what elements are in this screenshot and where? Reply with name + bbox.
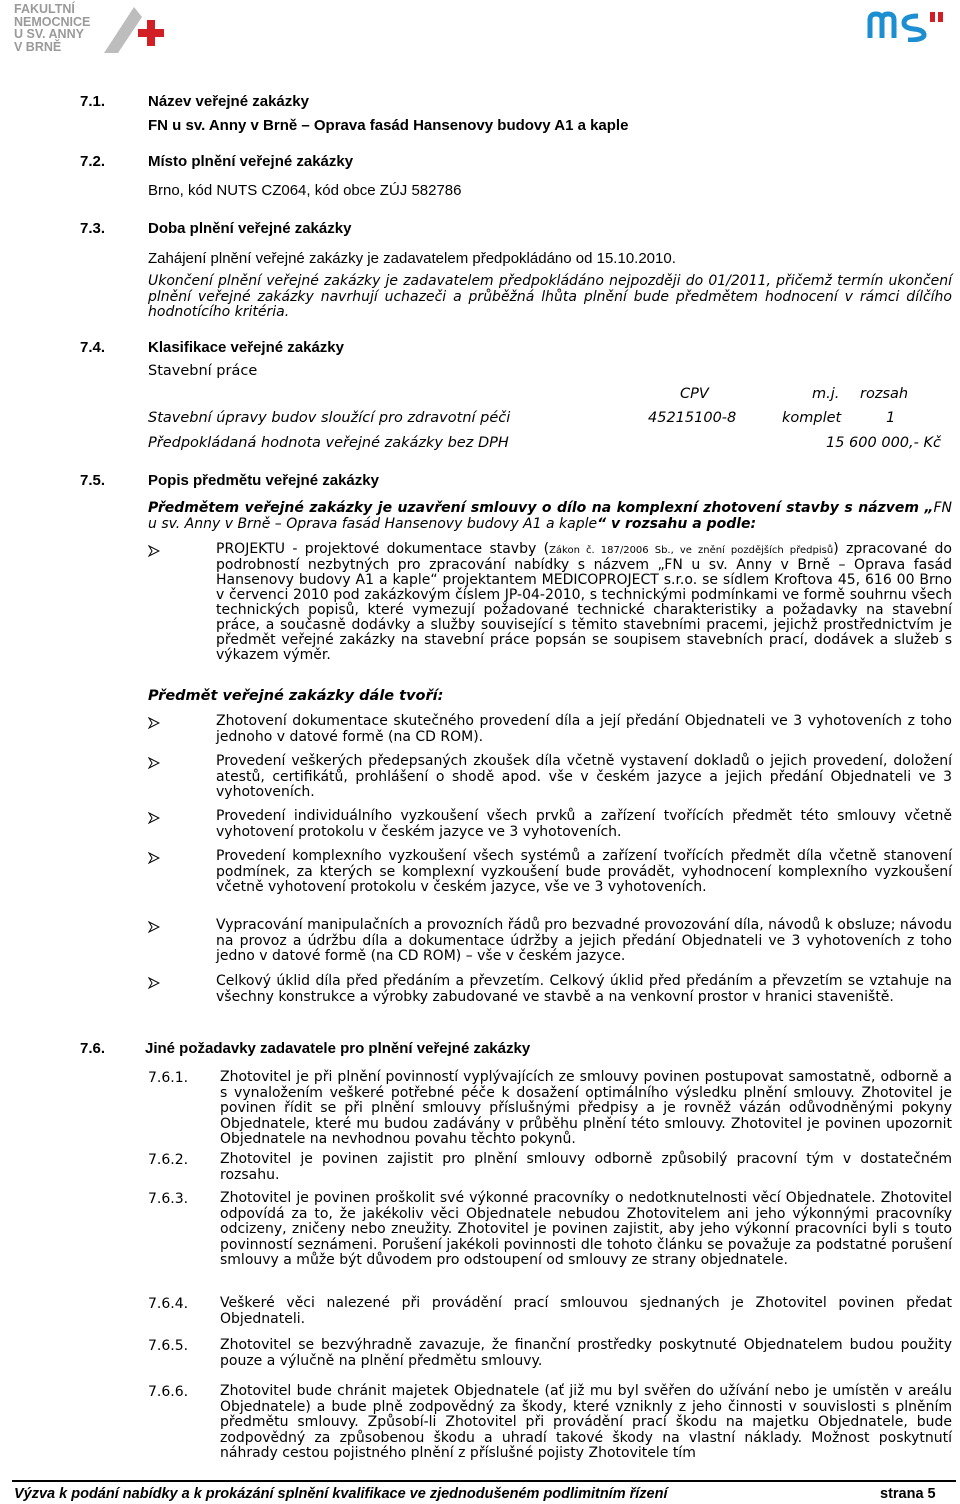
list-item: Provedení individuálního vyzkoušení všech prvků a zařízení tvořících předmět této smlouvy včetně vyhotovení protokolu v českém jazyce ve 3 vyhotoveních.	[216, 808, 952, 840]
arrow-bullet-icon	[148, 545, 160, 557]
section-number: 7.6.	[80, 1040, 106, 1057]
ms-logo-icon	[866, 8, 950, 42]
subsection-text: Zhotovitel je při plnění povinností vyplývajících ze smlouvy povinen postupovat samostatně, odborně a s vynaložením veškeré potřebné péče k dosažení optimálního výsledku plnění smlouvy. Zhotovitel je povinen řídit se při plnění smlouvy příslušnými předpisy a je rovněž vázán odůvodněnými pokyny Objednatele, které mu budou zadávány v průběhu plnění této smlouvy. Zhotovitel je povinen upozornit Objednatele na nevhodnou povahu těchto pokynů.	[220, 1069, 952, 1147]
p1-a: PROJEKTU - projektové dokumentace stavby (	[216, 541, 550, 557]
list-item: Provedení komplexního vyzkoušení všech systémů a zařízení tvořících předmět díla včetně stanovení podmínek, za kterých se komplexní vyzkoušení bude provádět, vyhodnocení komplexního vyzkoušení včetně vyhotovení protokolu v českém jazyce, vše ve 3 vyhotoveních.	[216, 848, 952, 895]
col-cpv: CPV	[680, 386, 709, 402]
section-title: Název veřejné zakázky	[148, 93, 309, 110]
arrow-bullet-icon	[148, 852, 160, 864]
section-number: 7.4.	[80, 339, 106, 356]
logo-line-3: U SV. ANNY	[14, 27, 84, 41]
section-title: Jiné požadavky zadavatele pro plnění veřejné zakázky	[145, 1040, 531, 1057]
logo-line-1: FAKULTNÍ	[14, 2, 75, 16]
col-rozsah: rozsah	[860, 386, 909, 402]
value-label: Předpokládaná hodnota veřejné zakázky bez DPH	[148, 435, 509, 451]
subject-intro	[148, 501, 952, 532]
value-amount: 15 600 000,- Kč	[826, 435, 941, 451]
section-title: Místo plnění veřejné zakázky	[148, 153, 354, 170]
row-mj: komplet	[782, 410, 842, 426]
subsection-number: 7.6.4.	[148, 1296, 189, 1312]
list-item: Vypracování manipulačních a provozních řádů pro bezvadné provozování díla, návodů k obsluze; návodu na provoz a údržbu díla a dokumentace údržby a jejich předání Objednateli ve 3 vyhotoveních z toho jedno v datové formě (na CD ROM) – vše v českém jazyce.	[216, 917, 952, 964]
list-item: Zhotovení dokumentace skutečného provedení díla a její předání Objednateli ve 3 vyhotoveních z toho jednoho v datové formě (na CD ROM).	[216, 713, 952, 745]
section-number: 7.5.	[80, 472, 106, 489]
subject-subhead: Předmět veřejné zakázky dále tvoří:	[148, 688, 444, 704]
subsection-number: 7.6.5.	[148, 1338, 189, 1354]
subsection-number: 7.6.2.	[148, 1152, 189, 1168]
section-title: Doba plnění veřejné zakázky	[148, 220, 352, 237]
arrow-bullet-icon	[148, 812, 160, 824]
subsection-text: Zhotovitel bude chránit majetek Objednatele (ať již mu byl svěřen do užívání nebo je umístěn v areálu Objednatele) a bude plně zodpovědný za škody, které vzniknly z jeho činnosti v souvislosti s plněním předmětu smlouvy. Způsobí-li Zhotovitel při provádění prací škodu na majetku Objednatele, bude zodpovědný za způsobenou škodu a uhradí takové škody na vlastní náklady. Možnost poskytnutí náhrady cestou pojistného plnění z příslušné pojisty Zhotovitele tím	[220, 1383, 952, 1461]
contract-name: FN u sv. Anny v Brně – Oprava fasád Hansenovy budovy A1 a kaple	[148, 117, 629, 134]
subsection-text: Veškeré věci nalezené při provádění prací smlouvou sjednaných je Zhotovitel povinen předat Objednateli.	[220, 1295, 952, 1327]
subsection-text: Zhotovitel se bezvýhradně zavazuje, že finanční prostředky poskytnuté Objednatelem budou použity pouze a výlučně na plnění předmětu smlouvy.	[220, 1337, 952, 1369]
page-number: strana 5	[880, 1486, 936, 1502]
classification-subtitle: Stavební práce	[148, 363, 258, 379]
arrow-bullet-icon	[148, 717, 160, 729]
footer-text: Výzva k podání nabídky a k prokázání splnění kvalifikace ve zjednodušeném podlimitním řízení	[14, 1486, 668, 1502]
subsection-text: Zhotovitel je povinen proškolit své výkonné pracovníky o nedotknutelnosti věcí Objednatele. Zhotovitel odpovídá za to, že jakékoliv věci Objednatele nebudou Zhotovitelem ani jeho výkonnými pracovníky odcizeny, zničeny nebo zneužity. Zhotovitel je povinen zajistit, aby jeho výkonní pracovníci byli s touto povinností seznámeni. Porušení jakékoli povinnosti dle tohoto článku se považuje za podstatné porušení smlouvy a může být důvodem pro odstoupení od smlouvy ze strany objednatele.	[220, 1190, 952, 1268]
arrow-bullet-icon	[148, 921, 160, 933]
subsection-number: 7.6.3.	[148, 1191, 189, 1207]
section-title: Popis předmětu veřejné zakázky	[148, 472, 379, 489]
subsection-number: 7.6.6.	[148, 1384, 189, 1400]
project-item	[216, 542, 952, 663]
subsection-number: 7.6.1.	[148, 1070, 189, 1086]
start-date-text: Zahájení plnění veřejné zakázky je zadavatelem předpokládáno od 15.10.2010.	[148, 250, 676, 267]
subsection-text: Zhotovitel je povinen zajistit pro plnění smlouvy odborně způsobilý pracovní tým v dostatečném rozsahu.	[220, 1151, 952, 1183]
footer-rule	[12, 1480, 956, 1482]
hospital-logo	[14, 3, 164, 57]
list-item: Provedení veškerých předepsaných zkoušek díla včetně vystavení dokladů o jejich provedení, doložení atestů, certifikátů, prohlášení o shodě apod. vše v českém jazyce a jejich předání Objednateli ve 3 vyhotoveních.	[216, 753, 952, 800]
company-logo	[866, 8, 950, 42]
intro-c: “ v rozsahu a podle:	[597, 515, 757, 532]
arrow-bullet-icon	[148, 757, 160, 769]
row-cpv: 45215100-8	[648, 410, 737, 426]
arrow-bullet-icon	[148, 977, 160, 989]
p1-c: ) zpracované do podrobností nezbytných pro zpracování nabídky s názvem „FN u sv. Anny v Brně – Oprava fasád Hansenovy budovy A1 a kaple“ projektantem MEDICOPROJECT s.r.o. se sídlem Kroftova 45, 616 00 Brno v červenci 2010 pod zakázkovým číslem JP-04-2010, s technickými podmínkami ve formě souhrnu všech technických popisů, které vymezují požadované technické charakteristiky a požadavky na stavební práce, a současně dodávky a služby související s těmito stavebními pracemi, jejichž prostřednictvím je předmět veřejné zakázky na stavební práce popsán se soupisem stavebních prací, dodávek a služeb s výkazem výměr.	[216, 541, 952, 663]
logo-line-2: NEMOCNICE	[14, 14, 91, 29]
section-number: 7.3.	[80, 220, 106, 237]
hospital-cross-icon	[96, 3, 166, 57]
row-rozsah: 1	[886, 410, 896, 426]
row-label: Stavební úpravy budov sloužící pro zdravotní péči	[148, 410, 511, 426]
section-title: Klasifikace veřejné zakázky	[148, 339, 344, 356]
section-number: 7.2.	[80, 153, 106, 170]
p1-b: Zákon č. 187/2006 Sb., ve znění pozdějších předpisů	[549, 545, 834, 556]
intro-a: Předmětem veřejné zakázky je uzavření smlouvy o dílo na komplexní zhotovení stavby s názvem „	[148, 500, 934, 516]
list-item: Celkový úklid díla před předáním a převzetím. Celkový úklid před předáním a převzetím se vztahuje na všechny konstrukce a výrobky zabudované ve stavbě a na venkovní prostor v hranici staveniště.	[216, 973, 952, 1005]
intro-b: FN u sv. Anny v Brně – Oprava fasád Hansenovy budovy A1 a kaple	[148, 500, 952, 532]
location-text: Brno, kód NUTS CZ064, kód obce ZÚJ 582786	[148, 182, 462, 199]
col-mj: m.j.	[812, 386, 840, 402]
logo-line-4: V BRNĚ	[14, 39, 62, 54]
section-number: 7.1.	[80, 93, 106, 110]
end-date-text: Ukončení plnění veřejné zakázky je zadavatelem předpokládáno nejpozději do 01/2011, přičemž termín ukončení plnění veřejné zakázky navrhují uchazeči a průběžná lhůta plnění bude předmětem hodnocení v rámci dílčího hodnotícího kritéria.	[148, 273, 952, 320]
